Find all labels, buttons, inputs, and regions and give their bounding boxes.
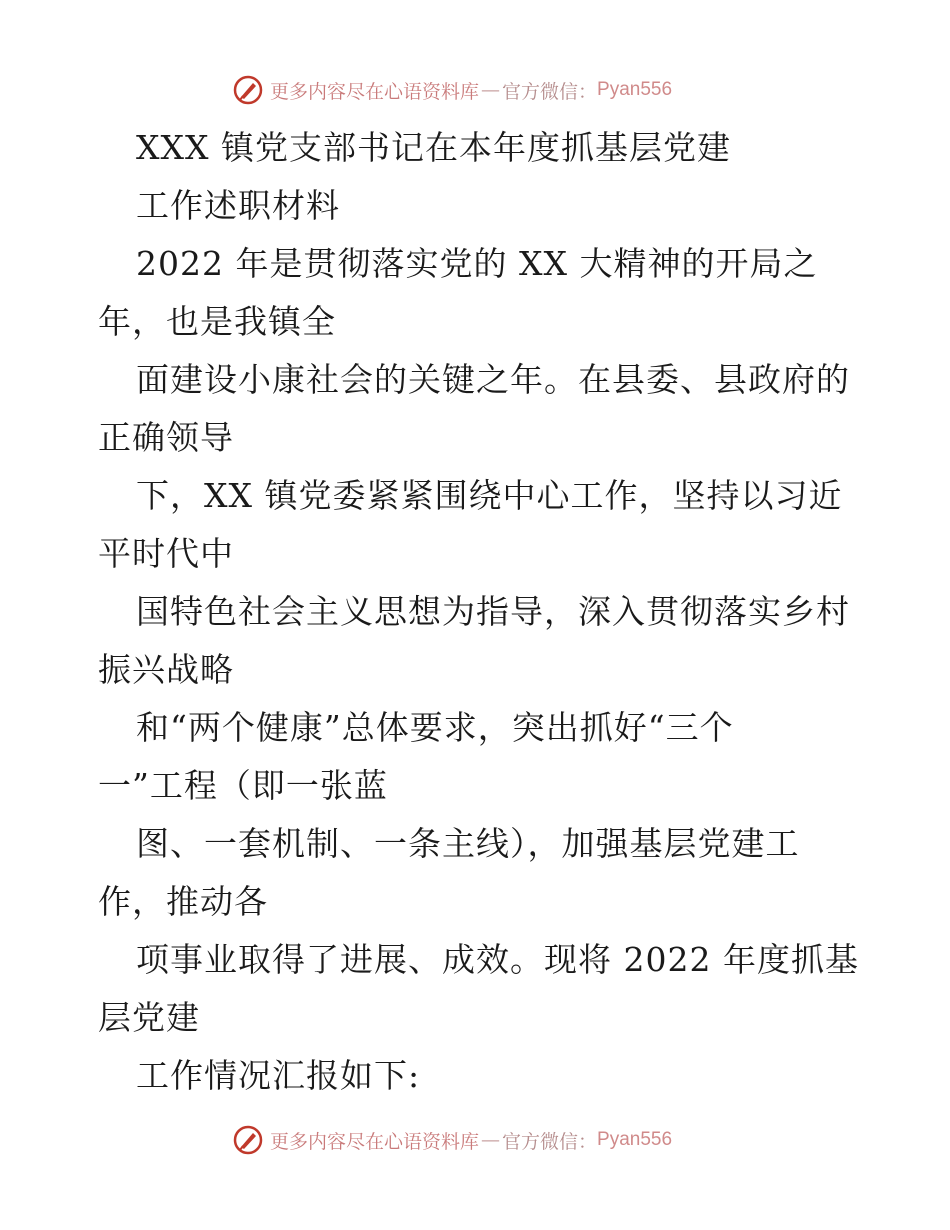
pen-logo-icon [232,1124,264,1156]
watermark-main-text: 更多内容尽在心语资料库 [270,80,480,103]
watermark-wechat-id: Pyan556 [597,1129,673,1150]
watermark-sub-text: 官方微信： [502,80,598,103]
pen-logo-icon [232,74,264,106]
paragraph-line: 平时代中 [98,534,234,573]
watermark-wechat-id: Pyan556 [597,79,673,100]
paragraph-line: 年，也是我镇全 [98,302,336,341]
paragraph-line: 和“两个健康”总体要求，突出抓好“三个 [136,708,734,747]
header-watermark [232,72,672,108]
paragraph-line: 下，XX 镇党委紧紧围绕中心工作，坚持以习近 [136,476,843,515]
paragraph-line: 层党建 [98,998,200,1037]
watermark-main-text: 更多内容尽在心语资料库 [270,1130,480,1153]
title-line-1: XXX 镇党支部书记在本年度抓基层党建 [136,128,731,167]
paragraph-line: 正确领导 [98,418,234,457]
paragraph-line: 2022 年是贯彻落实党的 XX 大精神的开局之 [136,244,818,283]
footer-watermark [232,1122,672,1158]
paragraph-line: 项事业取得了进展、成效。现将 2022 年度抓基 [136,940,859,979]
paragraph-line: 国特色社会主义思想为指导，深入贯彻落实乡村 [136,592,850,631]
paragraph-line: 一”工程（即一张蓝 [98,766,388,805]
title-line-2: 工作述职材料 [136,186,340,225]
watermark-sub-text: 官方微信： [502,1130,598,1153]
paragraph-line: 振兴战略 [98,650,234,689]
watermark-dash: — [481,79,501,101]
paragraph-line: 面建设小康社会的关键之年。在县委、县政府的 [136,360,850,399]
watermark-dash: — [481,1129,501,1151]
paragraph-line: 图、一套机制、一条主线），加强基层党建工 [136,824,800,863]
paragraph-line: 作，推动各 [98,882,268,921]
paragraph-line: 工作情况汇报如下: [136,1056,421,1095]
